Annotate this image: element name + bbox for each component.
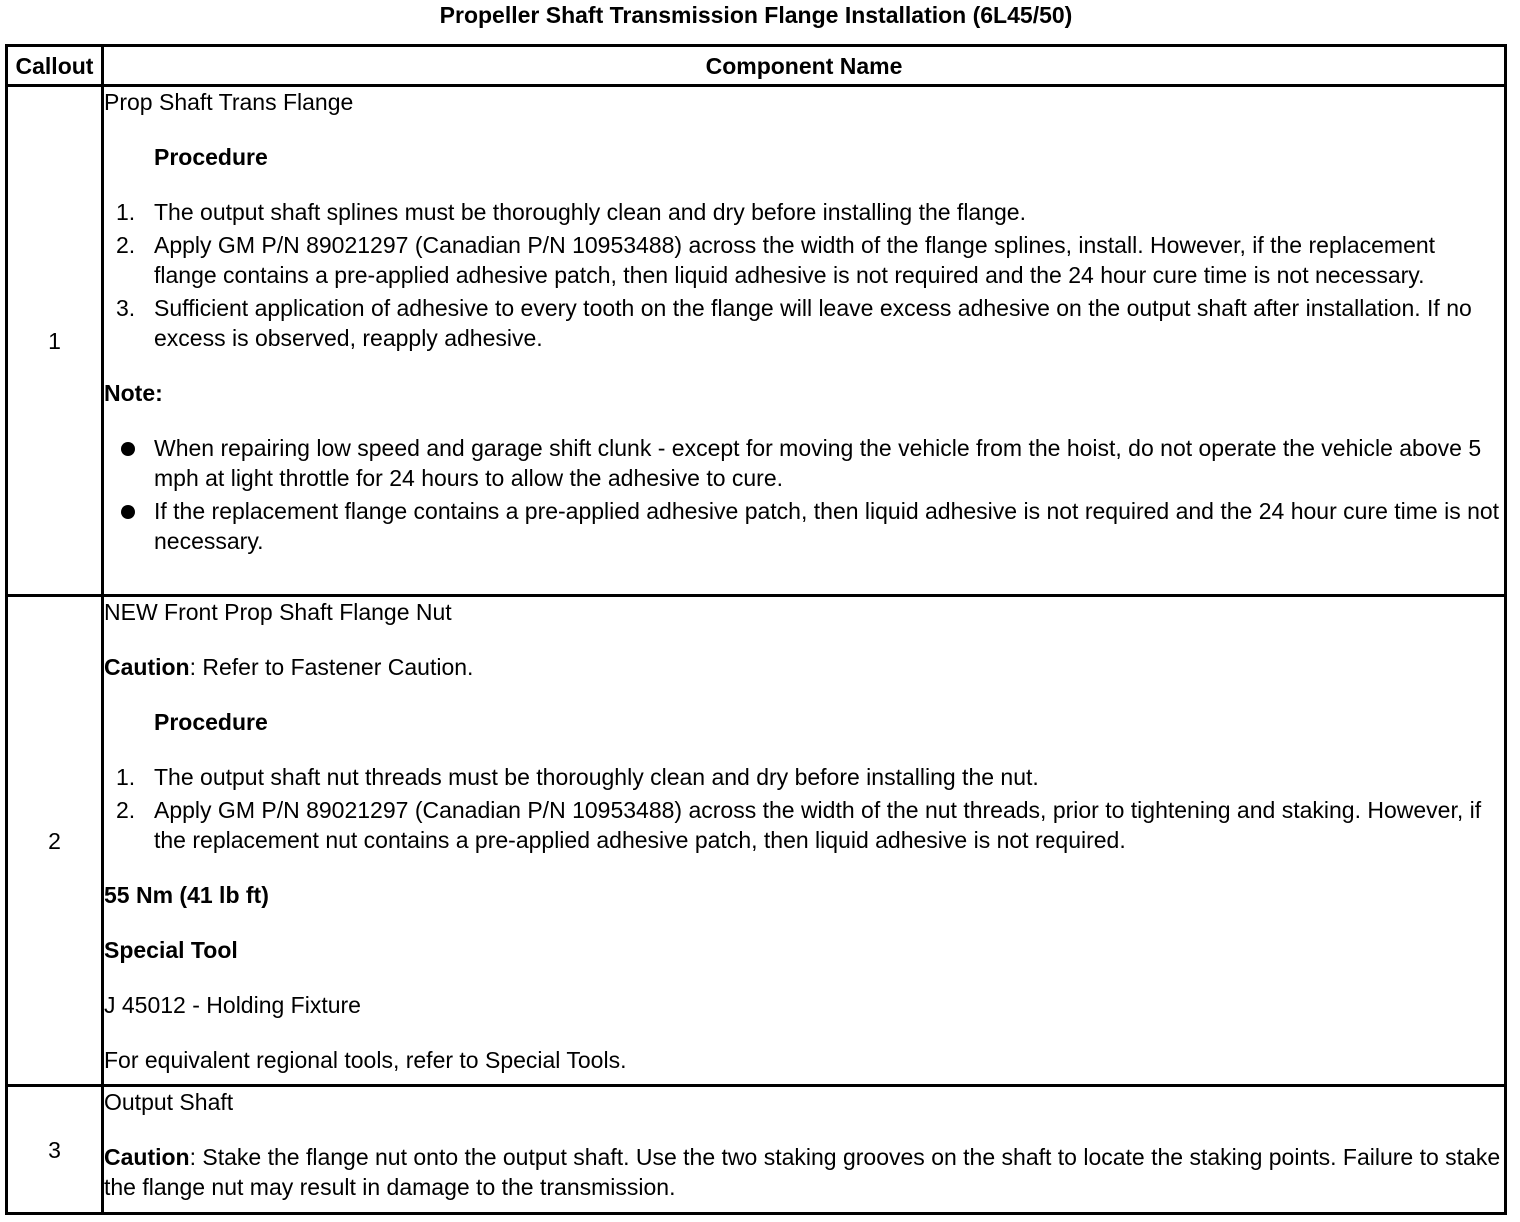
table-row — [7, 1086, 1506, 1214]
note-list — [104, 433, 1504, 556]
component-name: Prop Shaft Trans Flange — [104, 89, 354, 115]
step-text: Apply GM P/N 89021297 (Canadian P/N 10953488) across the width of the flange splines, install. However, if the replacement flange contains a pre-applied adhesive patch, then liquid adhesive is not required and the 24 hour cure time is not necessary. — [154, 232, 1436, 288]
procedure-steps — [104, 762, 1504, 855]
bullet-icon — [121, 442, 135, 456]
header-callout: Callout — [7, 46, 103, 86]
component-name: Output Shaft — [104, 1089, 234, 1115]
note-item — [104, 496, 1504, 556]
table-header-row — [7, 46, 1506, 86]
bullet-icon — [121, 505, 135, 519]
callout-number: 3 — [7, 1086, 103, 1214]
caution-line — [104, 652, 1504, 682]
procedure-step — [104, 293, 1504, 353]
page-title: Propeller Shaft Transmission Flange Installation (6L45/50) — [439, 2, 1073, 28]
caution-label: Caution — [104, 654, 190, 680]
step-text: Apply GM P/N 89021297 (Canadian P/N 10953488) across the width of the nut threads, prior to tightening and staking. However, if the replacement nut contains a pre-applied adhesive patch, then liquid adhesive is not required. — [154, 797, 1482, 853]
component-cell — [103, 596, 1506, 1086]
header-component-name: Component Name — [103, 46, 1506, 86]
step-number: 2. — [116, 232, 136, 258]
special-tool-name: J 45012 - Holding Fixture — [104, 992, 361, 1018]
caution-line — [104, 1142, 1504, 1202]
torque-spec: 55 Nm (41 lb ft) — [104, 882, 269, 908]
note-heading: Note: — [104, 380, 163, 406]
procedure-step — [104, 795, 1504, 855]
component-cell — [103, 86, 1506, 596]
step-number: 1. — [116, 764, 136, 790]
callout-number: 2 — [7, 596, 103, 1086]
caution-text: : Refer to Fastener Caution. — [189, 654, 474, 680]
procedure-step — [104, 197, 1504, 227]
procedure-steps — [104, 197, 1504, 353]
component-cell — [103, 1086, 1506, 1214]
component-name: NEW Front Prop Shaft Flange Nut — [104, 599, 452, 625]
procedure-heading: Procedure — [154, 144, 268, 170]
caution-label: Caution — [104, 1144, 190, 1170]
table-row — [7, 86, 1506, 596]
step-number: 1. — [116, 199, 136, 225]
callout-number: 1 — [7, 86, 103, 596]
caution-text: : Stake the flange nut onto the output shaft. Use the two staking grooves on the shaft to locate the staking points. Failure to stake the flange nut may result in damage to the transmission. — [104, 1144, 1501, 1200]
table-row — [7, 596, 1506, 1086]
procedure-step — [104, 230, 1504, 290]
step-text: The output shaft nut threads must be thoroughly clean and dry before installing the nut. — [154, 764, 1039, 790]
note-text: If the replacement flange contains a pre-applied adhesive patch, then liquid adhesive is not required and the 24 hour cure time is not necessary. — [154, 498, 1500, 554]
step-number: 2. — [116, 797, 136, 823]
step-text: The output shaft splines must be thoroughly clean and dry before installing the flange. — [154, 199, 1026, 225]
callout-table — [5, 44, 1507, 1215]
step-number: 3. — [116, 295, 136, 321]
special-tool-note: For equivalent regional tools, refer to Special Tools. — [104, 1047, 627, 1073]
procedure-step — [104, 762, 1504, 792]
special-tool-heading: Special Tool — [104, 937, 238, 963]
note-text: When repairing low speed and garage shift clunk - except for moving the vehicle from the hoist, do not operate the vehicle above 5 mph at light throttle for 24 hours to allow the adhesive to cure. — [154, 435, 1482, 491]
procedure-heading: Procedure — [154, 709, 268, 735]
step-text: Sufficient application of adhesive to every tooth on the flange will leave excess adhesive on the output shaft after installation. If no excess is observed, reapply adhesive. — [154, 295, 1472, 351]
note-item — [104, 433, 1504, 493]
